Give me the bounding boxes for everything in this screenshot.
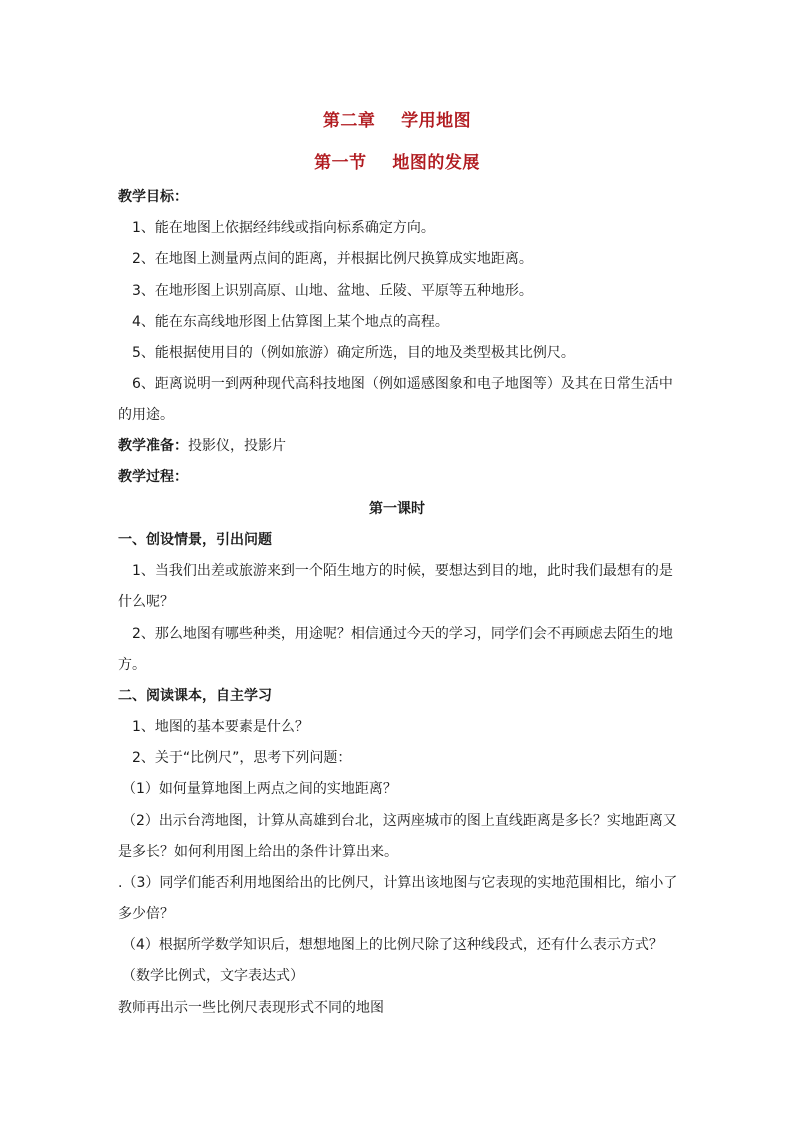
- part2-line-3: （1）如何量算地图上两点之间的实地距离？: [122, 781, 397, 797]
- part1-line-1: 1、当我们出差或旅游来到一个陌生地方的时候，要想达到目的地，此时我们最想有的是: [132, 563, 673, 579]
- goal-item-1: 1、能在地图上依据经纬线或指向标系确定方向。: [132, 220, 435, 236]
- goal-item-6-cont: 的用途。: [118, 407, 174, 423]
- part2-line-6: .（3）同学们能否利用地图给出的比例尺，计算出该地图与它表现的实地范围相比，缩小了: [118, 875, 678, 891]
- prep-text: 投影仪，投影片: [188, 438, 286, 454]
- part1-heading: 一、创设情景，引出问题: [118, 532, 272, 548]
- goal-item-6: 6、距离说明一到两种现代高科技地图（例如遥感图象和电子地图等）及其在日常生活中: [132, 376, 673, 392]
- chapter-title: 第二章 学用地图: [322, 111, 472, 131]
- goal-item-4: 4、能在东高线地形图上估算图上某个地点的高程。: [132, 314, 449, 330]
- part2-line-1: 1、地图的基本要素是什么？: [132, 719, 309, 735]
- part2-line-4: （2）出示台湾地图，计算从高雄到台北，这两座城市的图上直线距离是多长？实地距离又: [122, 813, 677, 829]
- goal-item-2: 2、在地图上测量两点间的距离，并根据比例尺换算成实地距离。: [132, 251, 533, 267]
- goal-item-5: 5、能根据使用目的（例如旅游）确定所选，目的地及类型极其比例尺。: [132, 345, 575, 361]
- process-heading: 教学过程：: [118, 469, 188, 485]
- part2-line-10: 教师再出示一些比例尺表现形式不同的地图: [118, 1000, 384, 1016]
- part2-line-2: 2、关于“比例尺”，思考下列问题：: [132, 750, 352, 766]
- prep-line: [118, 436, 678, 456]
- goal-item-3: 3、在地形图上识别高原、山地、盆地、丘陵、平原等五种地形。: [132, 283, 533, 299]
- prep-label: 教学准备：: [118, 438, 188, 454]
- goals-heading: 教学目标：: [118, 189, 188, 205]
- part1-line-4: 方。: [118, 657, 146, 673]
- lesson-title: 第一课时: [369, 501, 425, 517]
- part2-heading: 二、阅读课本，自主学习: [118, 688, 272, 704]
- part2-line-8: （4）根据所学数学知识后，想想地图上的比例尺除了这种线段式，还有什么表示方式？: [122, 937, 663, 953]
- part2-line-9: （数学比例式，文字表达式）: [122, 968, 304, 984]
- section-title: 第一节 地图的发展: [314, 153, 480, 173]
- part2-line-7: 多少倍？: [118, 906, 174, 922]
- part2-line-5: 是多长？如何利用图上给出的条件计算出来。: [118, 844, 398, 860]
- part1-line-2: 什么呢？: [118, 594, 174, 610]
- part1-line-3: 2、那么地图有哪些种类，用途呢？相信通过今天的学习，同学们会不再顾虑去陌生的地: [132, 626, 673, 642]
